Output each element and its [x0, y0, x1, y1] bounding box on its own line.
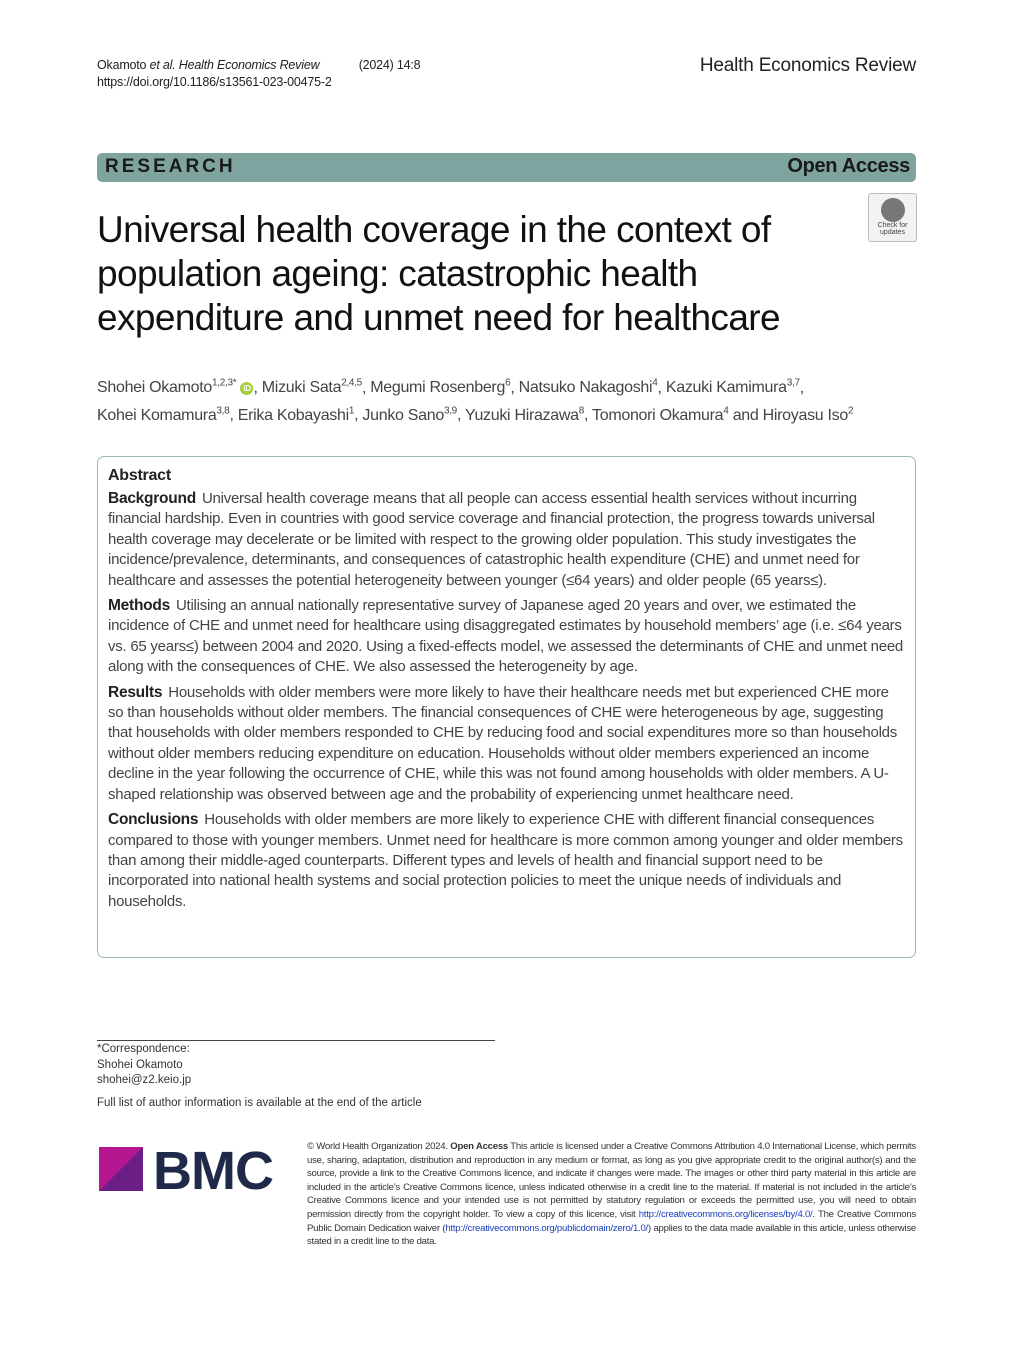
- author-name: Shohei Okamoto: [97, 379, 212, 397]
- author: [465, 407, 584, 424]
- journal-name: Health Economics Review: [699, 55, 916, 76]
- page-title: Universal health coverage in the context of population ageing: catastrophic health expenditure and unmet need for healthcare: [97, 209, 781, 338]
- doi-link[interactable]: https://doi.org/10.1186/s13561-023-00475-2: [97, 75, 332, 89]
- abstract-conclusions: [108, 810, 905, 912]
- author-affiliation: 8: [578, 405, 585, 417]
- author-affiliation: 4: [723, 405, 729, 417]
- author-affiliation: 3,8: [216, 405, 230, 417]
- author-name: Erika Kobayashi: [237, 406, 349, 424]
- author-affiliation: 4: [652, 378, 658, 389]
- author: [733, 407, 854, 424]
- author-name: Junko Sano: [362, 406, 444, 424]
- copyright: © World Health Organization 2024.: [307, 1141, 448, 1152]
- section-label: Background: [108, 490, 196, 507]
- author-name: Natsuko Nakagoshi: [518, 379, 653, 397]
- author: [238, 407, 354, 424]
- author-name: Yuzuki Hirazawa: [464, 406, 579, 424]
- correspondence-email[interactable]: shohei@z2.keio.jp: [97, 1074, 192, 1086]
- check-for-updates-button[interactable]: [868, 193, 917, 242]
- author-name: Tomonori Okamura: [592, 406, 724, 424]
- check-for-updates-icon: [881, 198, 905, 222]
- author-name: and Hiroyasu Iso: [732, 406, 848, 424]
- footnote-divider: [97, 1040, 495, 1041]
- section-text: Utilising an annual nationally representative survey of Japanese aged 20 years and over, we estimated the incidence of CHE and unmet need for healthcare using disaggregated estimates by household members’ age (i.e. ≤64 years vs. 65 years≤) between 2004 and 2020. Using a fixed-effects model, we assessed the determinants of CHE and unmet need along with the consequences of CHE. We also assessed the heterogeneity by age.: [108, 597, 904, 676]
- author: [362, 407, 457, 424]
- section-text: Households with older members were more likely to have their healthcare needs met but experienced CHE more so than households without older members. The financial consequences of CHE were heterogeneous by age, suggesting that households with older members responded to CHE by reducing food and social expenditures more so than households without older members reducing expenditure on education. Households without older members experienced an income decline in the year following the occurrence of CHE, while this was not found among households with older members. A U-shaped relationship was observed between age and the probability of experiencing unmet healthcare need.: [108, 683, 897, 803]
- citation-header: [97, 57, 420, 91]
- abstract-heading: Abstract: [108, 467, 171, 484]
- article-type-band: [97, 153, 916, 182]
- check-for-updates-label: Check for updates: [877, 222, 908, 236]
- cc0-link[interactable]: http://creativecommons.org/publicdomain/zero/1.0/: [445, 1222, 648, 1234]
- author-info-note: Full list of author information is available at the end of the article: [97, 1097, 422, 1109]
- bmc-logo: [97, 1143, 287, 1200]
- author-name: Mizuki Sata: [261, 379, 342, 397]
- author: [666, 379, 800, 396]
- license-body: ) applies to the data made available in this article, unless otherwise stated in a credit line to the data.: [307, 1222, 916, 1248]
- cc-by-link[interactable]: http://creativecommons.org/licenses/by/4.0/: [638, 1208, 813, 1220]
- author-name: Megumi Rosenberg: [370, 379, 506, 397]
- author-name: Kohei Komamura: [97, 406, 217, 424]
- author-affiliation: 6: [505, 378, 511, 389]
- section-label: Conclusions: [108, 811, 199, 829]
- author-list: Shohei Okamoto$^{1,2,3*}$ iD , Mizuki Sata$^{2,4,5}$, Megumi Rosenberg$^6$, Natsuko Nakagoshi$^4$, Kazuki Kamimura$^{3,7}$, Kohei Komamura$^{3,8}$, Erika Kobayashi$^1$, Junko Sano$^{3,9}$, Yuzuki Hirazawa$^8$, Tomonori Okamura$^4$ and Hiroyasu Iso$^2$: [97, 378, 854, 424]
- author: [97, 379, 253, 396]
- journal-italic: Health Economics Review: [178, 58, 320, 72]
- author: [592, 407, 729, 424]
- year-volume: (2024) 14:8: [358, 58, 421, 72]
- correspondence: [97, 1042, 191, 1089]
- section-label: Results: [108, 683, 163, 701]
- open-access-label: Open Access: [787, 155, 910, 177]
- abstract-background: [108, 489, 905, 591]
- author-affiliation: 1,2,3*: [211, 378, 237, 389]
- correspondence-label: *Correspondence:: [97, 1043, 190, 1055]
- article-type: RESEARCH: [105, 156, 236, 177]
- abstract-methods: [108, 596, 905, 678]
- author: [370, 379, 510, 396]
- orcid-icon[interactable]: iD: [240, 382, 253, 395]
- author: [262, 379, 362, 396]
- author-affiliation: 2: [847, 405, 854, 417]
- svg-text:BMC: BMC: [153, 1143, 273, 1195]
- author-affiliation: 3,7: [786, 378, 800, 389]
- author-affiliation: 3,9: [443, 405, 457, 417]
- author: [519, 379, 658, 396]
- author: [97, 407, 229, 424]
- author-name: Kazuki Kamimura: [665, 379, 787, 397]
- abstract-results: [108, 683, 905, 805]
- correspondence-name: Shohei Okamoto: [97, 1058, 183, 1071]
- section-text: Households with older members are more likely to experience CHE with different financial consequences compared to those with younger members. Unmet need for healthcare is more common among younger and older members than among their middle-aged counterparts. Different types and levels of health and financial support need to be incorporated into national health systems and social protection policies to meet the unique needs of individuals and households.: [108, 811, 903, 910]
- section-label: Methods: [108, 597, 170, 615]
- author-affiliation: 1: [348, 405, 355, 417]
- author-affiliation: 2,4,5: [341, 378, 362, 389]
- license-text: [307, 1140, 916, 1249]
- abstract-box: [97, 456, 916, 958]
- license-body: . The Creative Commons Public Domain Dedication waiver (: [307, 1208, 916, 1234]
- section-text: Universal health coverage means that all people can access essential health services without incurring financial hardship. Even in countries with good service coverage and financial protection, the progress towards universal health coverage may decelerate or be limited with respect to the growing older population. This study investigates the incidence/prevalence, determinants, and consequences of catastrophic health expenditure (CHE) and unmet need for healthcare and assesses the potential heterogeneity between younger (≤64 years) and older people (65 years≤).: [108, 490, 875, 589]
- et-al: et al.: [149, 58, 176, 72]
- author-short: Okamoto: [97, 58, 147, 72]
- license-body: This article is licensed under a Creative Commons Attribution 4.0 International License, which permits use, sharing, adaptation, distribution and reproduction in any medium or format, as long as you give appropriate credit to the original author(s) and the source, provide a link to the Creative Commons licence, and indicate if changes were made. The images or other third party material in this article are included in the article’s Creative Commons licence, unless indicated otherwise in a credit line to the material. If material is not included in the article’s Creative Commons licence and your intended use is not permitted by statutory regulation or exceeds the permitted use, you will need to obtain permission directly from the copyright holder. To view a copy of this licence, visit: [307, 1141, 916, 1220]
- license-open-access: Open Access: [450, 1141, 508, 1152]
